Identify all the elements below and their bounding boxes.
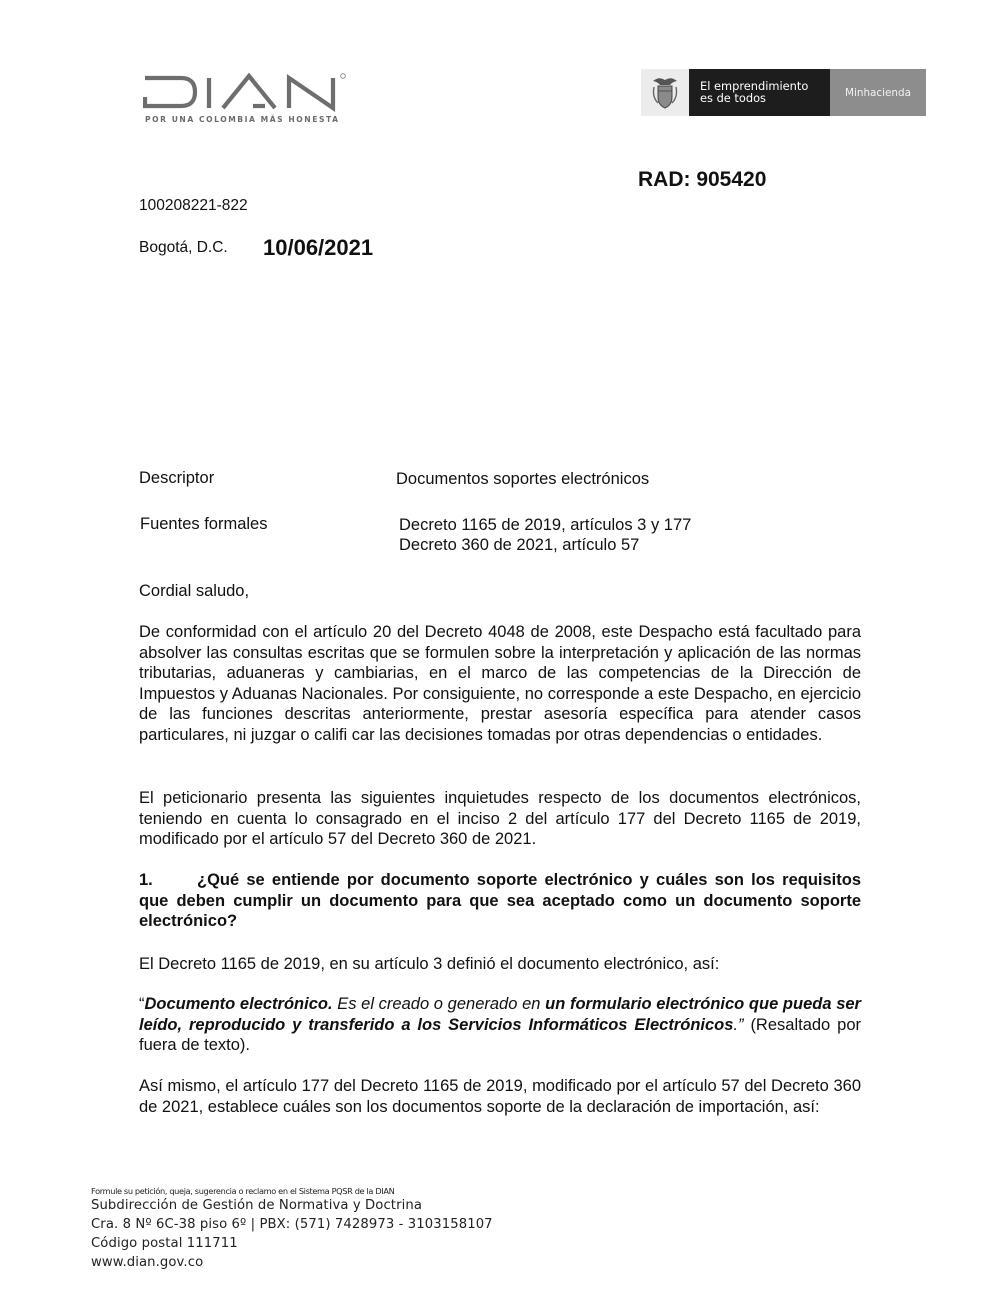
- gov-slogan: [689, 69, 830, 116]
- fuentes-values: [399, 515, 691, 555]
- quote-note: (Resaltado por fuera de texto).: [139, 1015, 861, 1054]
- logo-tagline: POR UNA COLOMBIA MÁS HONESTA: [145, 115, 340, 124]
- footer-website-link[interactable]: www.dian.gov.co: [91, 1255, 204, 1270]
- fuentes-item: Decreto 360 de 2021, artículo 57: [399, 536, 640, 554]
- dian-wordmark-icon: [143, 72, 348, 112]
- descriptor-value: Documentos soportes electrónicos: [396, 470, 650, 488]
- gov-banner: [641, 69, 926, 116]
- paragraph-competence: De conformidad con el artículo 20 del Decreto 4048 de 2008, este Despacho está facultado para absolver las consultas escritas que se formulen sobre la interpretación y aplicación de las normas tributarias, aduaneras y cambiarias, en el marco de las competencias de la Dirección de Impuestos y Aduanas Nacionales. Por consiguiente, no corresponde a este Despacho, en ejercicio de las funciones descritas anteriormente, prestar asesoría específica para atender casos particulares, ni juzgar o califi car las decisiones tomadas por otras dependencias o entidades.: [139, 623, 861, 744]
- document-date: 10/06/2021: [263, 235, 374, 260]
- city: Bogotá, D.C.: [139, 239, 228, 256]
- descriptor-label: Descriptor: [139, 469, 215, 487]
- question-number: 1.: [139, 871, 153, 889]
- paragraph-decree-definition: El Decreto 1165 de 2019, en su artículo 3 definió el documento electrónico, así:: [139, 955, 720, 973]
- rad-number: RAD: 905420: [638, 168, 767, 191]
- quote-term: Documento electrónico.: [144, 995, 333, 1013]
- reference-number: 100208221-822: [139, 197, 248, 214]
- question-1: [139, 870, 861, 932]
- question-text: ¿Qué se entiende por documento soporte electrónico y cuáles son los requisitos que deben cumplir un documento para que sea aceptado como un documento soporte electrónico?: [139, 871, 861, 930]
- ministry-label: Minhacienda: [830, 69, 926, 116]
- coat-of-arms-box: [641, 69, 689, 116]
- footer-office: Subdirección de Gestión de Normativa y Doctrina: [91, 1198, 422, 1213]
- quote-open: “: [139, 995, 145, 1013]
- footer-notice: Formule su petición, queja, sugerencia o reclamo en el Sistema PQSR de la DIAN: [91, 1186, 395, 1196]
- paragraph-request: El peticionario presenta las siguientes inquietudes respecto de los documentos electrónicos, teniendo en cuenta lo consagrado en el inciso 2 del artículo 177 del Decreto 1165 de 2019, modificado por el artículo 57 del Decreto 360 de 2021.: [139, 789, 861, 848]
- paragraph-article-177: Así mismo, el artículo 177 del Decreto 1165 de 2019, modificado por el artículo 57 del Decreto 360 de 2021, establece cuáles son los documentos soporte de la declaración de importación, así:: [139, 1077, 861, 1116]
- footer-postal: Código postal 111711: [91, 1236, 238, 1251]
- coat-of-arms-icon: [650, 75, 680, 111]
- quote-close: .”: [733, 1015, 744, 1034]
- gov-slogan-line2: es de todos: [700, 90, 766, 105]
- quote-italic: Es el creado o generado en: [332, 995, 546, 1013]
- footer: [91, 1186, 493, 1272]
- fuentes-label: Fuentes formales: [140, 515, 268, 533]
- footer-address: Cra. 8 Nº 6C-38 piso 6º | PBX: (571) 7428973 - 3103158107: [91, 1217, 493, 1232]
- greeting: Cordial saludo,: [139, 582, 250, 600]
- quote-highlight: un formulario electrónico que pueda ser leído, reproducido y transferido a los Servicios Informáticos Electrónicos: [139, 995, 861, 1034]
- fuentes-item: Decreto 1165 de 2019, artículos 3 y 177: [399, 516, 692, 534]
- gov-slogan-line1: El emprendimiento: [700, 79, 809, 93]
- legal-quote: [139, 994, 861, 1056]
